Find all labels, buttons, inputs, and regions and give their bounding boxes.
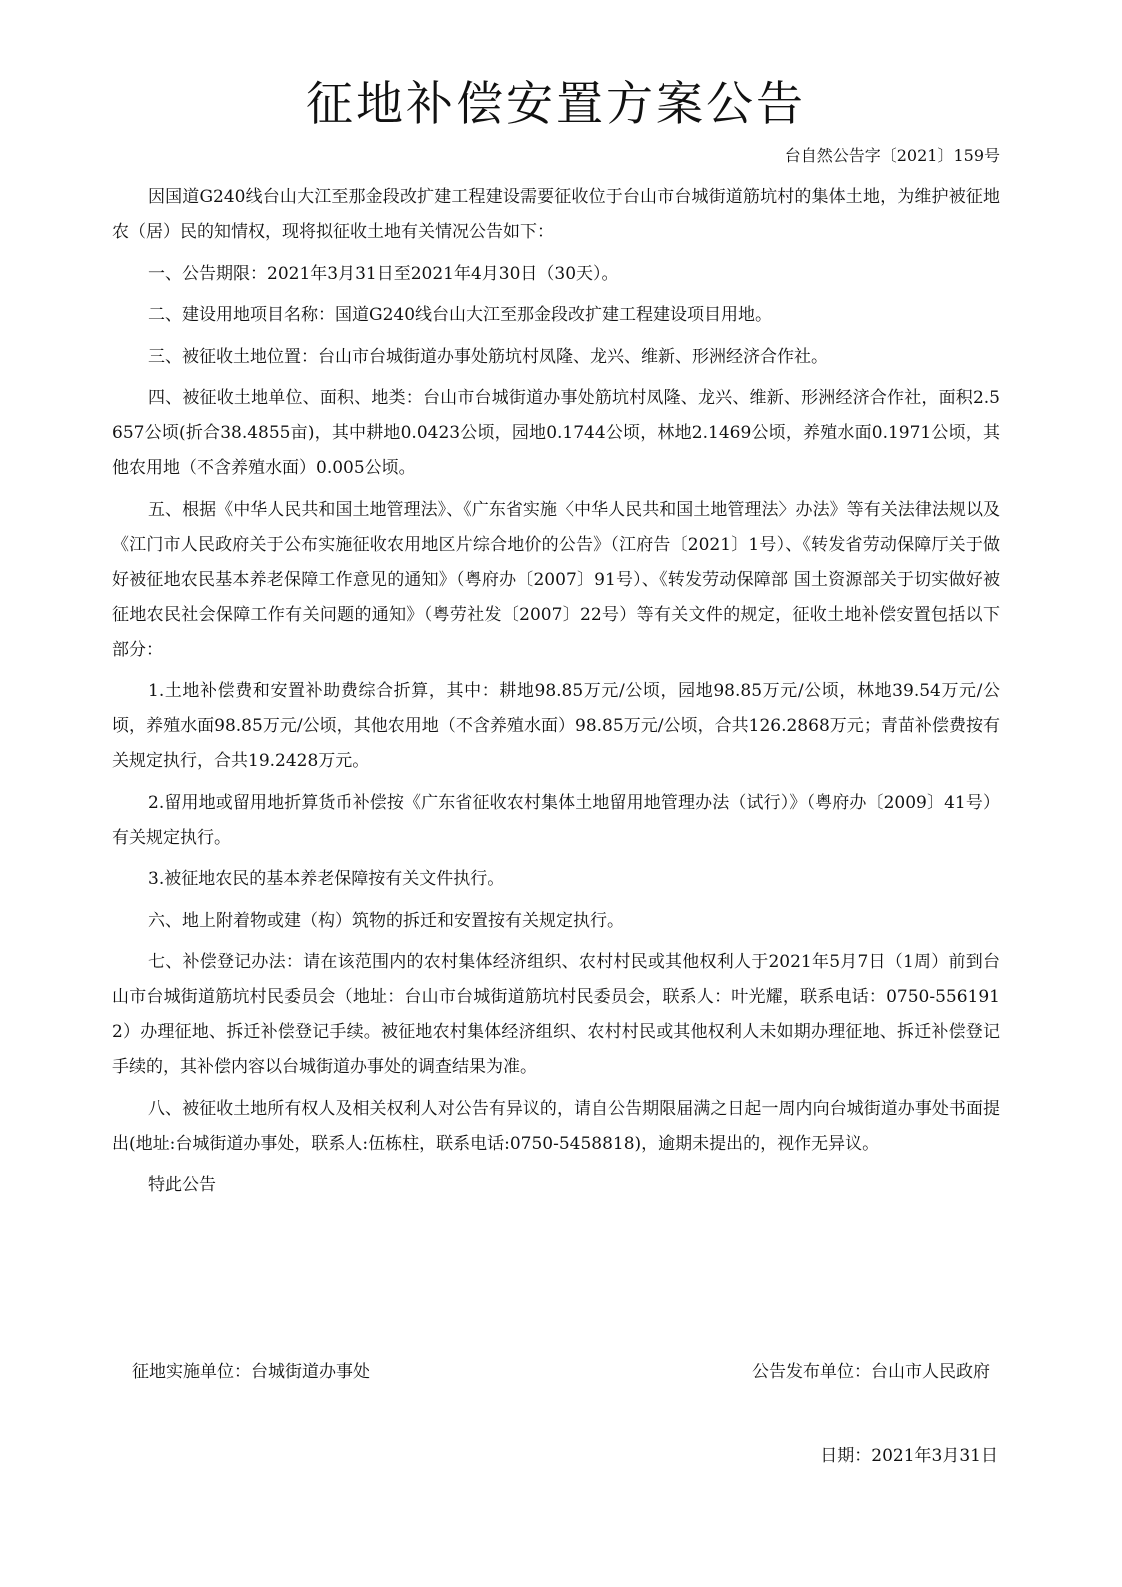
paragraph-land-area: 四、被征收土地单位、面积、地类：台山市台城街道办事处筋坑村凤隆、龙兴、维新、形洲经济合作社，面积2.5657公顷(折合38.4855亩)，其中耕地0.0423公顷，园地0.1744公顷，林地2.1469公顷，养殖水面0.1971公顷，其他农用地（不含养殖水面）0.005公顷。 [112, 388, 1000, 478]
document-title: 征地补偿安置方案公告 [306, 77, 806, 132]
document-page [112, 0, 1000, 1587]
paragraph-land-location: 三、被征收土地位置：台山市台城街道办事处筋坑村凤隆、龙兴、维新、形洲经济合作社。 [148, 346, 828, 367]
paragraph-project-name: 二、建设用地项目名称：国道G240线台山大江至那金段改扩建工程建设项目用地。 [148, 305, 773, 325]
paragraph-notice-period: 一、公告期限：2021年3月31日至2021年4月30日（30天）。 [148, 263, 619, 284]
implementer-unit: 征地实施单位：台城街道办事处 [132, 1362, 370, 1382]
paragraph-objection: 八、被征收土地所有权人及相关权利人对公告有异议的，请自公告期限届满之日起一周内向台城街道办事处书面提出(地址:台城街道办事处，联系人:伍栋柱，联系电话:0750-5458818)，逾期未提出的，视作无异议。 [112, 1098, 1000, 1154]
document-body [112, 180, 1000, 1210]
publish-date: 日期：2021年3月31日 [820, 1446, 998, 1466]
paragraph-demolition: 六、地上附着物或建（构）筑物的拆迁和安置按有关规定执行。 [148, 910, 624, 931]
paragraph-closing: 特此公告 [148, 1175, 216, 1195]
paragraph-registration: 七、补偿登记办法：请在该范围内的农村集体经济组织、农村村民或其他权利人于2021年5月7日（1周）前到台山市台城街道筋坑村民委员会（地址：台山市台城街道筋坑村民委员会，联系人：叶光耀，联系电话：0750-5561912）办理征地、拆迁补偿登记手续。被征地农村集体经济组织、农村村民或其他权利人未如期办理征地、拆迁补偿登记手续的，其补偿内容以台城街道办事处的调查结果为准。 [112, 952, 1000, 1077]
paragraph-legal-basis: 五、根据《中华人民共和国土地管理法》、《广东省实施〈中华人民共和国土地管理法〉办法》等有关法律法规以及《江门市人民政府关于公布实施征收农用地区片综合地价的公告》（江府告〔2021〕1号）、《转发省劳动保障厅关于做好被征地农民基本养老保障工作意见的通知》（粤府办〔2007〕91号）、《转发劳动保障部 国土资源部关于切实做好被征地农民社会保障工作有关问题的通知》（粤劳社发〔2007〕22号）等有关文件的规定，征收土地补偿安置包括以下部分： [112, 499, 1000, 660]
paragraph-pension: 3.被征地农民的基本养老保障按有关文件执行。 [148, 869, 505, 889]
publisher-unit: 公告发布单位：台山市人民政府 [752, 1362, 990, 1382]
paragraph-compensation-fees: 1.土地补偿费和安置补助费综合折算，其中：耕地98.85万元/公顷，园地98.85万元/公顷，林地39.54万元/公顷，养殖水面98.85万元/公顷，其他农用地（不含养殖水面）98.85万元/公顷，合共126.2868万元；青苗补偿费按有关规定执行，合共19.2428万元。 [112, 681, 1000, 771]
paragraph-intro: 因国道G240线台山大江至那金段改扩建工程建设需要征收位于台山市台城街道筋坑村的集体土地，为维护被征地农（居）民的知情权，现将拟征收土地有关情况公告如下： [112, 187, 1000, 242]
signature-block [132, 1360, 990, 1384]
paragraph-reserved-land: 2.留用地或留用地折算货币补偿按《广东省征收农村集体土地留用地管理办法（试行）》（粤府办〔2009〕41号）有关规定执行。 [112, 792, 1000, 848]
document-number: 台自然公告字〔2021〕159号 [784, 146, 1000, 165]
